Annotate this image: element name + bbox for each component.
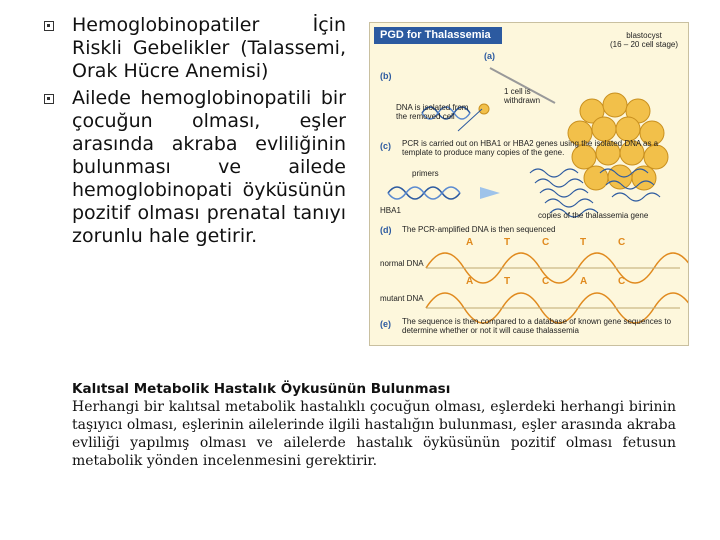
sequenced-text: The PCR-amplified DNA is then sequenced: [402, 225, 556, 234]
normal-base: C: [542, 237, 550, 248]
bullet-item: [44, 87, 346, 248]
mutant-dna-label: mutant DNA: [380, 294, 424, 303]
pgd-thalassemia-figure: [369, 22, 689, 346]
compare-text: The sequence is then compared to a database of known gene sequences to determine whether or not it will cause thalassemia: [402, 317, 672, 335]
normal-base: T: [504, 237, 511, 248]
label-d: (d): [380, 225, 392, 235]
primers-label: primers: [412, 169, 439, 178]
blastocyst-label: blastocyst (16 – 20 cell stage): [610, 31, 679, 49]
label-c: (c): [380, 141, 391, 151]
normal-base: C: [618, 237, 626, 248]
label-a: (a): [484, 51, 495, 61]
mutant-base: A: [580, 276, 588, 287]
figure-title: PGD for Thalassemia: [374, 27, 502, 44]
hba1-label: HBA1: [380, 206, 401, 215]
bullet-list: [44, 14, 346, 248]
normal-base: A: [466, 237, 474, 248]
normal-base: T: [580, 237, 587, 248]
pcr-text: PCR is carried out on HBA1 or HBA2 genes using the isolated DNA as a template to produce many copies of the gene.: [402, 139, 659, 157]
metabolic-history-section: [72, 380, 676, 470]
bullet-marker-icon: [44, 94, 54, 104]
copies-label: copies of the thalassemia gene: [538, 211, 649, 220]
mutant-base: C: [542, 276, 550, 287]
bullet-item: [44, 14, 346, 83]
mutant-base: C: [618, 276, 626, 287]
label-e: (e): [380, 319, 391, 329]
section-title: Kalıtsal Metabolik Hastalık Öykusünün Bulunması: [72, 381, 451, 397]
section-body: Herhangi bir kalıtsal metabolik hastalıklı çocuğun olması, eşlerdeki herhangi birinin taşıyıcı olması, eşlerinin ailelerinde ilgili hastalığın bulunması, eşler arasında akraba evliliği yapılmış olması ve ailelerde hastalık öyküsünün pozitif olması fetusun metabolik yönden incelenmesini gerektirir.: [72, 399, 676, 469]
bullet-marker-icon: [44, 21, 54, 31]
bullet-text: Hemoglobinopatiler İçin Riskli Gebelikler (Talassemi, Orak Hücre Anemisi): [72, 14, 346, 82]
label-b: (b): [380, 71, 392, 81]
dna-isolated-label: DNA is isolated from the removed cell: [396, 103, 469, 121]
mutant-base: A: [466, 276, 474, 287]
bullet-text: Ailede hemoglobinopatili bir çocuğun olması, eşler arasında akraba evliliğinin bulunması ve ailede hemoglobinopati öyküsünün pozitif olması prenatal tanıyı zorunlu hale getirir.: [72, 87, 346, 247]
one-cell-label: 1 cell is withdrawn: [504, 87, 541, 105]
normal-dna-label: normal DNA: [380, 259, 424, 268]
mutant-base: T: [504, 276, 511, 287]
